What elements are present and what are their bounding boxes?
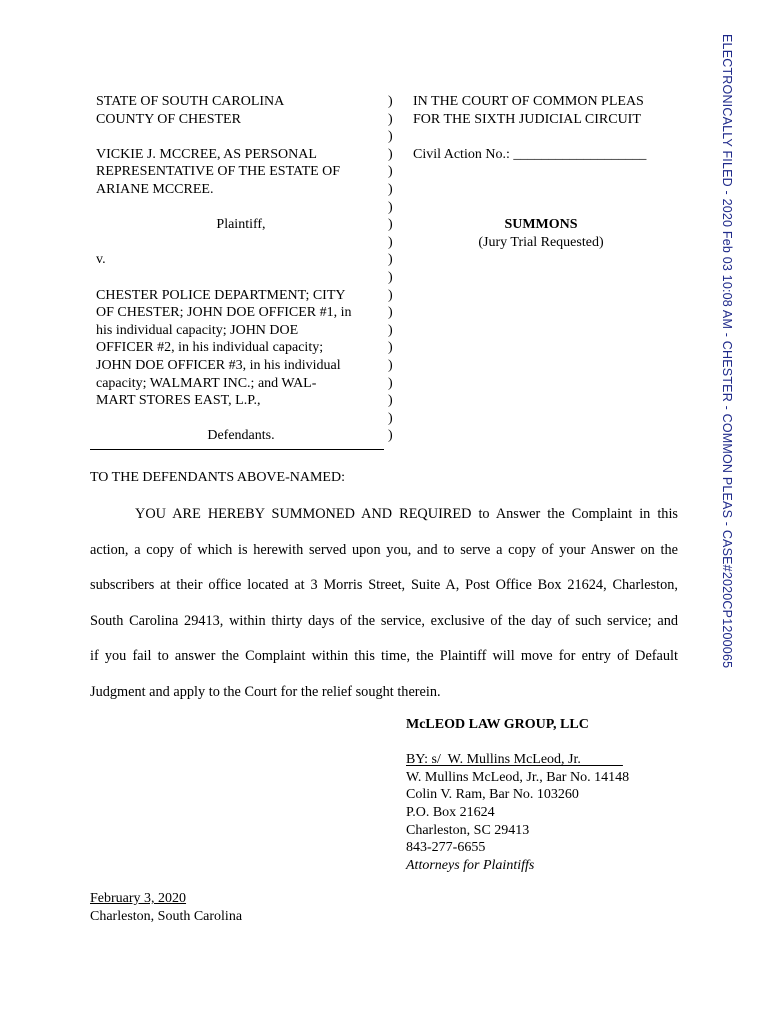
- paren: ): [388, 305, 393, 321]
- attorney-role: Attorneys for Plaintiffs: [406, 857, 535, 873]
- paragraph-line: Judgment and apply to the Court for the relief sought therein.: [90, 683, 441, 700]
- caption-underline: [90, 449, 384, 450]
- law-firm-name: McLEOD LAW GROUP, LLC: [406, 717, 589, 732]
- caption-left: [96, 93, 386, 445]
- paragraph-line: if you fail to answer the Complaint within this time, the Plaintiff will move for entry of Default: [90, 648, 678, 665]
- caption-paren-column: [388, 93, 400, 445]
- document-subtitle: (Jury Trial Requested): [478, 234, 604, 250]
- phone-line: 843-277-6655: [406, 840, 486, 856]
- addressee-line: TO THE DEFENDANTS ABOVE-NAMED:: [90, 470, 345, 485]
- summons-paragraph: [90, 497, 678, 711]
- signature-block: [406, 716, 696, 874]
- paren: ): [388, 410, 393, 426]
- paragraph-line: YOU ARE HEREBY SUMMONED AND REQUIRED to Answer the Complaint in this: [135, 506, 678, 522]
- paragraph-line: subscribers at their office located at 3 Morris Street, Suite A, Post Office Box 21624, Charleston,: [90, 577, 678, 594]
- circuit-name: FOR THE SIXTH JUDICIAL CIRCUIT: [413, 111, 641, 127]
- paren: ): [388, 322, 393, 338]
- attorney-line: W. Mullins McLeod, Jr., Bar No. 14148: [406, 769, 630, 785]
- paren: ): [388, 181, 393, 197]
- civil-action-field: Civil Action No.: ___________________: [413, 146, 647, 162]
- defendants-label: Defendants.: [207, 428, 275, 444]
- paren: ): [388, 340, 393, 356]
- caption-right: [413, 93, 693, 251]
- paren: ): [388, 428, 393, 444]
- address-line: Charleston, SC 29413: [406, 822, 530, 838]
- paren: ): [388, 287, 393, 303]
- paren: ): [388, 393, 393, 409]
- attorney-line: Colin V. Ram, Bar No. 103260: [406, 787, 579, 803]
- county-line: COUNTY OF CHESTER: [96, 111, 241, 127]
- electronic-filing-stamp: ELECTRONICALLY FILED - 2020 Feb 03 10:08 AM - CHESTER - COMMON PLEAS - CASE#2020CP1200065: [720, 34, 734, 669]
- defendant-name-line: CHESTER POLICE DEPARTMENT; CITY: [96, 287, 346, 303]
- address-line: P.O. Box 21624: [406, 804, 495, 820]
- paren: ): [388, 252, 393, 268]
- court-name: IN THE COURT OF COMMON PLEAS: [413, 94, 644, 109]
- versus: v.: [96, 252, 106, 268]
- defendant-name-line: capacity; WALMART INC.; and WAL-: [96, 375, 317, 391]
- paragraph-line: South Carolina 29413, within thirty days of the service, exclusive of the day of such service; and: [90, 612, 678, 629]
- defendant-name-line: JOHN DOE OFFICER #3, in his individual: [96, 357, 341, 373]
- paren: ): [388, 199, 393, 215]
- paren: ): [388, 234, 393, 250]
- plaintiff-label: Plaintiff,: [216, 217, 266, 233]
- paren: ): [388, 357, 393, 373]
- defendant-name-line: MART STORES EAST, L.P.,: [96, 393, 261, 409]
- plaintiff-name-line: VICKIE J. MCCREE, AS PERSONAL: [96, 146, 317, 162]
- state-line: STATE OF SOUTH CAROLINA: [96, 94, 285, 109]
- paren: ): [388, 111, 393, 127]
- paren: ): [388, 146, 393, 162]
- defendant-name-line: OF CHESTER; JOHN DOE OFFICER #1, in: [96, 305, 352, 321]
- filing-date: February 3, 2020: [90, 891, 187, 906]
- paragraph-line: action, a copy of which is herewith served upon you, and to serve a copy of your Answer on the: [90, 541, 678, 558]
- plaintiff-name-line: REPRESENTATIVE OF THE ESTATE OF: [96, 164, 341, 180]
- plaintiff-name-line: ARIANE MCCREE.: [96, 181, 214, 197]
- signature-by-line: BY: s/ W. Mullins McLeod, Jr.: [406, 752, 623, 768]
- defendant-name-line: his individual capacity; JOHN DOE: [96, 322, 299, 338]
- paren: ): [388, 269, 393, 285]
- date-block: [90, 890, 242, 925]
- paren: ): [388, 94, 393, 109]
- paren: ): [388, 375, 393, 391]
- paren: ): [388, 217, 393, 233]
- defendant-name-line: OFFICER #2, in his individual capacity;: [96, 340, 324, 356]
- paren: ): [388, 164, 393, 180]
- document-title: SUMMONS: [504, 217, 578, 233]
- filing-place: Charleston, South Carolina: [90, 908, 243, 924]
- paren: ): [388, 129, 393, 145]
